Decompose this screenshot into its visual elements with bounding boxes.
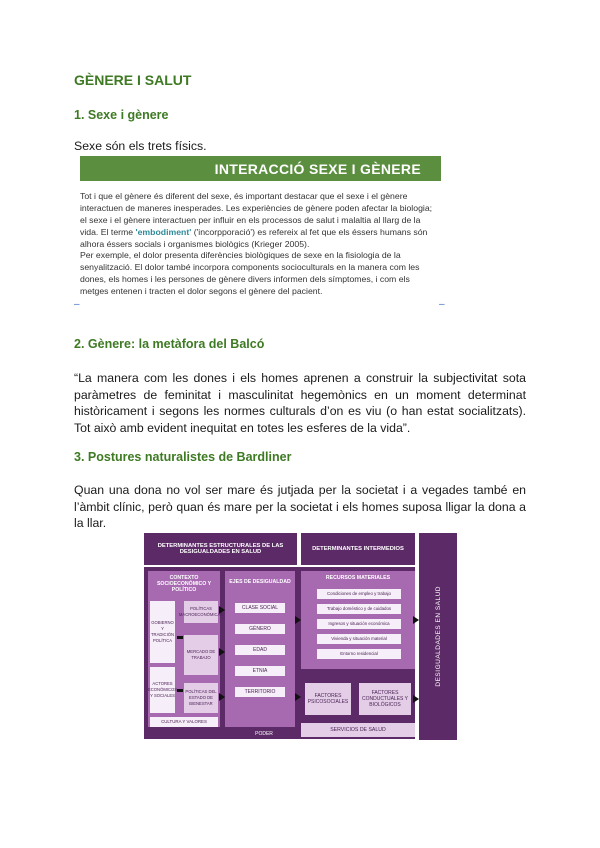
health-inequalities-label: DESIGUALDADES EN SALUD	[434, 586, 442, 687]
infobox-paragraph-2: Per exemple, el dolor presenta diferències biològiques de sexe en la fisiologia de la senyalització. El dolor també incorpora components socioculturals en la manera com les dones, els homes i les persones de gènere divers informen dels símptomes, i com els metges entenen i tracten el dolor segons el gènere del pacient.	[80, 250, 420, 297]
arrow-factors-outcome	[413, 695, 419, 703]
infobox-paragraph-1: Tot i que el gènere és diferent del sexe, és important destacar que el sexe i el gènere interactuen de maneres inesperades. Les experiències de gènere poden afectar la biologia; el sexe i el gènere interactuen per influir en els processos de salut i malaltia al llarg de la vida. El terme 'embodiment' ('incorpporació') es refereix al fet que els éssers humans són alhora éssers socials i organismes biològics (Krieger 2005).	[80, 191, 433, 250]
arrow-context-axes-1	[219, 606, 225, 614]
link-government	[177, 636, 183, 639]
health-determinants-diagram	[141, 533, 457, 740]
axis-ethnicity: ETNIA	[235, 666, 285, 676]
context-macroeconomic: POLÍTICAS MACROECONÓMICAS	[184, 601, 218, 623]
dash-mark-left: –	[74, 299, 80, 310]
context-government: GOBIERNO Y TRADICIÓN POLÍTICA	[150, 601, 175, 663]
resource-employment: Condiciones de empleo y trabajo	[317, 589, 401, 599]
section-heading-sex-gender: 1. Sexe i gènere	[74, 108, 169, 122]
page-title: GÈNERE I SALUT	[74, 72, 192, 88]
health-inequalities-column	[419, 533, 457, 740]
intermediate-determinants-header: DETERMINANTES INTERMEDIOS	[301, 533, 415, 565]
dash-mark-right: –	[439, 299, 445, 310]
axes-title: EJES DE DESIGUALDAD	[229, 579, 291, 585]
arrow-axes-resources	[295, 616, 301, 624]
structural-determinants-header: DETERMINANTES ESTRUCTURALES DE LAS DESIGUALDADES EN SALUD	[144, 533, 297, 565]
context-culture: CULTURA Y VALORES	[150, 717, 218, 727]
context-welfare: POLÍTICAS DEL ESTADO DE BIENESTAR	[184, 683, 218, 713]
axis-territory: TERRITORIO	[235, 687, 285, 697]
naturalist-text: Quan una dona no vol ser mare és jutjada per la societat i a vegades també en l’àmbit clínic, però quan és mare per la societat i els homes suposa lligar la dona a la llar.	[74, 483, 526, 530]
context-title: CONTEXTO SOCIOECONÓMICO Y POLÍTICO	[156, 575, 212, 593]
sex-definition: Sexe són els trets físics.	[74, 139, 207, 153]
behavioral-factors: FACTORES CONDUCTUALES Y BIOLÓGICOS	[359, 683, 411, 715]
arrow-resources-outcome	[413, 616, 419, 624]
resource-income: Ingresos y situación económica	[317, 619, 401, 629]
context-labour-market: MERCADO DE TRABAJO	[184, 635, 218, 675]
section-heading-naturalist: 3. Postures naturalistes de Bardliner	[74, 450, 292, 464]
resources-title: RECURSOS MATERIALES	[325, 575, 391, 581]
infobox-title: INTERACCIÓ SEXE I GÈNERE	[80, 156, 441, 181]
axis-social-class: CLASE SOCIAL	[235, 603, 285, 613]
axis-age: EDAD	[235, 645, 285, 655]
embodiment-term: 'embodiment'	[135, 227, 192, 238]
psychosocial-factors: FACTORES PSICOSOCIALES	[305, 683, 351, 715]
interaction-infobox	[74, 156, 445, 312]
resource-environment: Entorno residencial	[317, 649, 401, 659]
axis-gender: GÉNERO	[235, 624, 285, 634]
resource-housing: Vivienda y situación material	[317, 634, 401, 644]
power-label: PODER	[249, 729, 279, 739]
arrow-axes-factors	[295, 693, 301, 701]
arrow-context-axes-2	[219, 648, 225, 656]
resource-domestic-work: Trabajo doméstico y de cuidados	[317, 604, 401, 614]
section-heading-balcony: 2. Gènere: la metàfora del Balcó	[74, 337, 265, 351]
context-actors: ACTORES ECONÓMICOS Y SOCIALES	[150, 667, 175, 713]
health-services: SERVICIOS DE SALUD	[301, 723, 415, 737]
link-actors	[177, 689, 183, 692]
balcony-quote: “La manera com les dones i els homes aprenen a construir la subjectivitat sota paràmetres de feminitat i masculinitat hegemònics en un moment determinat històricament i segons les normes culturals d’on es viu (o han estat socialitzats). Tot això amb evident inequitat en totes les esferes de la vida”.	[74, 371, 526, 435]
arrow-context-axes-3	[219, 693, 225, 701]
